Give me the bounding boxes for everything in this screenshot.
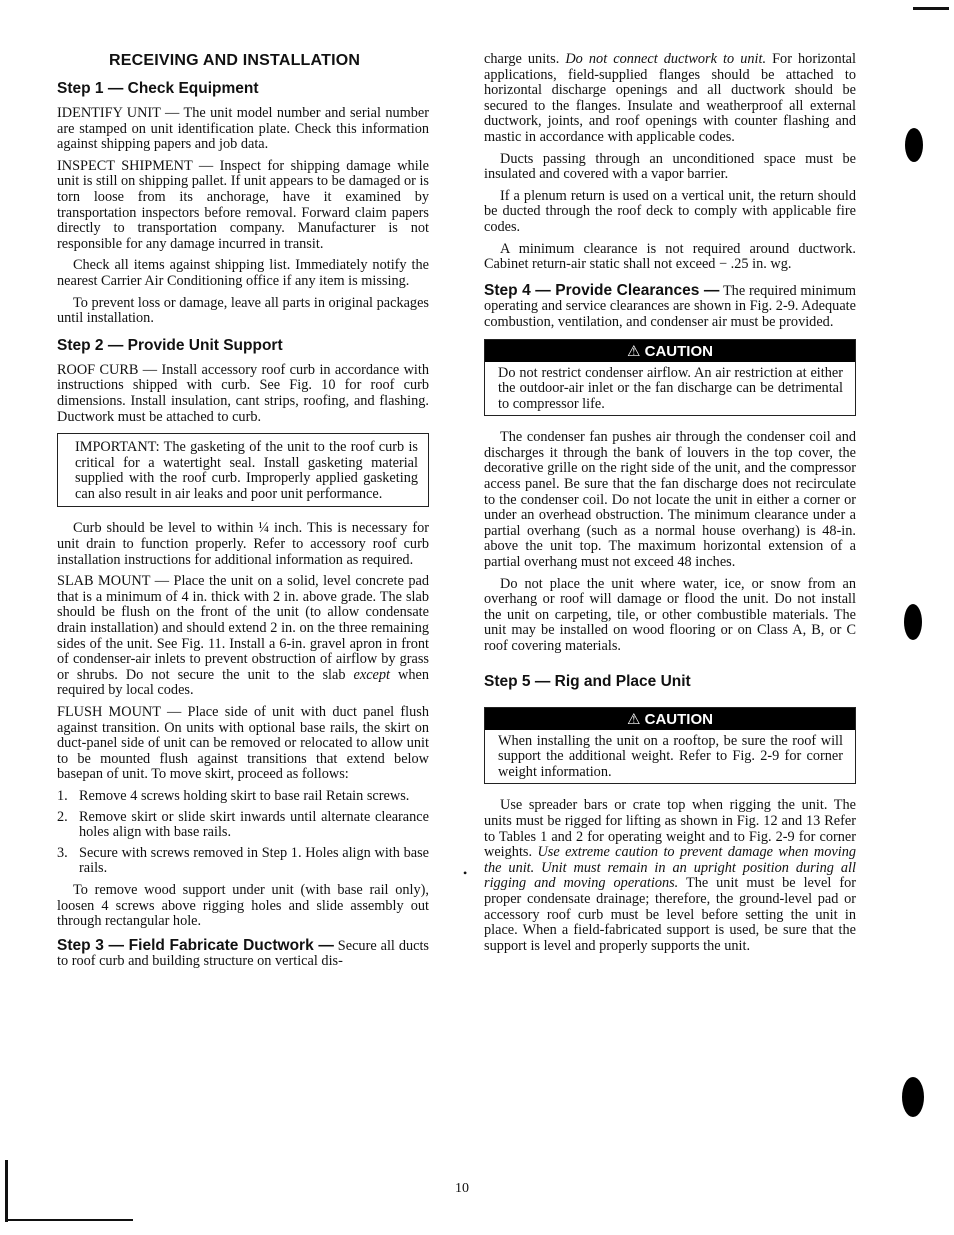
page-number: 10 (455, 1181, 469, 1196)
identify-unit-paragraph: IDENTIFY UNIT — The unit model number and serial number are stamped on unit identification plate. Check this information against shipping papers and job data. (57, 105, 429, 153)
crop-mark-vertical (5, 1160, 8, 1222)
ducts-insulation-paragraph: Ducts passing through an unconditioned space must be insulated and covered with a vapor barrier. (484, 150, 856, 183)
slab-mount-paragraph (57, 574, 429, 699)
list-item-text: Remove 4 screws holding skirt to base rail Retain screws. (79, 787, 410, 804)
caution-box-roof-weight (484, 707, 856, 785)
skirt-steps-list (57, 789, 429, 877)
step2-heading: Step 2 — Provide Unit Support (57, 336, 283, 354)
condenser-fan-paragraph: The condenser fan pushes air through the condenser coil and discharges it through the bank of louvers in the top cover, the decorative grille on the right side of the unit, and the compressor access panel. Be sure that the fan discharge does not recirculate to the condenser coil. Do not locate the unit in either a corner or under an overhead obstruction. The minimum clearance under a partial overhang (such as a normal house overhang) is 48-in. above the unit top. The maximum horizontal extension of a partial overhang must not exceed 48 inches. (484, 429, 856, 571)
flush-mount-paragraph: FLUSH MOUNT — Place side of unit with duct panel flush against transition. On units with optional base rails, the skirt on duct-panel side of unit can be removed or relocated to allow unit to be mounted flush against transitions that extend below basepan of unit. To move skirt, proceed as follows: (57, 704, 429, 783)
list-item-number: 3. (57, 844, 68, 861)
rigging-paragraph (484, 798, 856, 954)
slab-mount-text-a: SLAB MOUNT — Place the unit on a solid, level concrete pad that is a minimum of 4 in. thick with 2 in. above grade. The slab should be flush on the front of the unit (to allow condensate drain installation) and should extend 2 in. on the three remaining sides of the unit. See Fig. 11. Install a 6-in. gravel apron in front of condenser-air inlets to prevent obstruction of airflow by grass or shrubs. Do not secure the unit to the slab (57, 573, 429, 683)
step3-heading: Step 3 — Field Fabricate Ductwork — (57, 936, 334, 954)
caution-box-airflow (484, 339, 856, 417)
list-item-text: Remove skirt or slide skirt inwards until alternate clearance holes align with base rails. (79, 808, 429, 841)
rigging-text-b: The unit must be level for proper condensate drainage; therefore, the ground-level pad or accessory roof curb must be level before setting the unit in place. When a field-fabricated support is used, be sure that the support is level and properly supports the unit. (484, 875, 856, 954)
punch-hole-icon (902, 1077, 924, 1117)
important-note-box (57, 433, 429, 507)
list-item-number: 1. (57, 787, 68, 804)
list-item (57, 810, 429, 841)
wood-support-paragraph: To remove wood support under unit (with base rail only), loosen 4 screws above rigging holes and slide assembly out through rectangular hole. (57, 881, 429, 930)
slab-mount-emphasis: except (353, 666, 391, 683)
check-items-paragraph: Check all items against shipping list. Immediately notify the nearest Carrier Air Conditioning office if any item is missing. (57, 257, 429, 289)
ductwork-continuation-paragraph (484, 52, 856, 146)
caution-header: ⚠ CAUTION (485, 708, 855, 730)
list-item (57, 846, 429, 877)
rigging-text-a: Use spreader bars or crate top when rigging the unit. The units must be rigged for lifting as shown in Fig. 12 and 13 Refer to Tables 1 and 2 for operating weight and to Fig. 2-9 for corner weights. (484, 797, 856, 861)
punch-hole-icon (904, 604, 922, 640)
ductwork-text-a: charge units. (484, 51, 566, 67)
important-note-text: IMPORTANT: The gasketing of the unit to the roof curb is critical for a watertight seal. Install gasketing material supplied with the roof curb. Improperly applied gasketing can also result in air leaks and poor unit performance. (75, 439, 418, 502)
ductwork-emphasis: Do not connect ductwork to unit. (565, 51, 767, 67)
list-item (57, 789, 429, 805)
step4-text: The required minimum operating and service clearances are shown in Fig. 2-9. Adequate combustion, ventilation, and condenser air must be provided. (484, 282, 856, 330)
caution-text: Do not restrict condenser airflow. An air restriction at either the outdoor-air inlet or the fan discharge can be detrimental to compressor life. (498, 364, 843, 412)
step3-paragraph (57, 938, 429, 970)
inspect-shipment-paragraph: INSPECT SHIPMENT — Inspect for shipping damage while unit is still on shipping pallet. If unit appears to be damaged or is torn loose from its anchorage, have it examined by transportation inspectors before removal. Forward claim papers directly to transportation company. Manufacturer is not responsible for any damage incurred in transit. (57, 157, 429, 252)
top-edge-mark (913, 7, 949, 10)
step5-heading: Step 5 — Rig and Place Unit (484, 672, 691, 690)
slab-mount-text-b: when required by local codes. (57, 666, 429, 699)
step3-text: Secure all ducts to roof curb and building structure on vertical dis- (57, 937, 429, 970)
step4-heading: Step 4 — Provide Clearances — (484, 281, 720, 299)
rigging-emphasis: Use extreme caution to prevent damage when moving the unit. Unit must remain in an upright position during all rigging and moving operations. (484, 844, 857, 892)
minimum-clearance-paragraph: A minimum clearance is not required around ductwork. Cabinet return-air static shall not exceed − .25 in. wg. (484, 240, 856, 273)
ductwork-text-b: For horizontal applications, field-supplied flanges should be attached to horizontal discharge openings and all ductwork should be secured to the flanges. Insulate and weatherproof all external ductwork, joints, and roof openings with counter flashing and mastic in accordance with applicable codes. (484, 51, 856, 145)
do-not-place-paragraph: Do not place the unit where water, ice, or snow from an overhang or roof will damage or flood the unit. Do not install the unit on carpeting, tile, or other combustible materials. The unit may be installed on wood flooring or on Class A, B, or C roof covering materials. (484, 575, 856, 654)
punch-hole-icon (905, 128, 923, 162)
prevent-loss-paragraph: To prevent loss or damage, leave all parts in original packages until installation. (57, 294, 429, 327)
margin-mark-icon: • (463, 866, 468, 880)
caution-body (485, 362, 855, 416)
curb-level-paragraph: Curb should be level to within ¼ inch. This is necessary for unit drain to function properly. Refer to accessory roof curb installation instructions for additional information as required. (57, 520, 429, 568)
left-column (57, 52, 429, 976)
list-item-text: Secure with screws removed in Step 1. Holes align with base rails. (79, 844, 429, 877)
plenum-return-paragraph: If a plenum return is used on a vertical unit, the return should be ducted through the roof deck to comply with applicable fire codes. (484, 187, 856, 235)
right-column (484, 52, 856, 960)
step4-paragraph (484, 283, 856, 331)
step1-heading: Step 1 — Check Equipment (57, 80, 259, 97)
section-title: RECEIVING AND INSTALLATION (109, 52, 361, 69)
caution-body (485, 730, 855, 784)
crop-mark-horizontal (5, 1219, 133, 1221)
caution-text: When installing the unit on a rooftop, be sure the roof will support the additional weight. Refer to Fig. 2-9 for corner weight information. (498, 732, 843, 780)
roof-curb-paragraph: ROOF CURB — Install accessory roof curb in accordance with instructions shipped with curb. See Fig. 10 for roof curb dimensions. Install insulation, cant strips, roofing, and flashing. Ductwork must be attached to curb. (57, 361, 429, 425)
caution-header: ⚠ CAUTION (485, 340, 855, 362)
list-item-number: 2. (57, 808, 68, 825)
